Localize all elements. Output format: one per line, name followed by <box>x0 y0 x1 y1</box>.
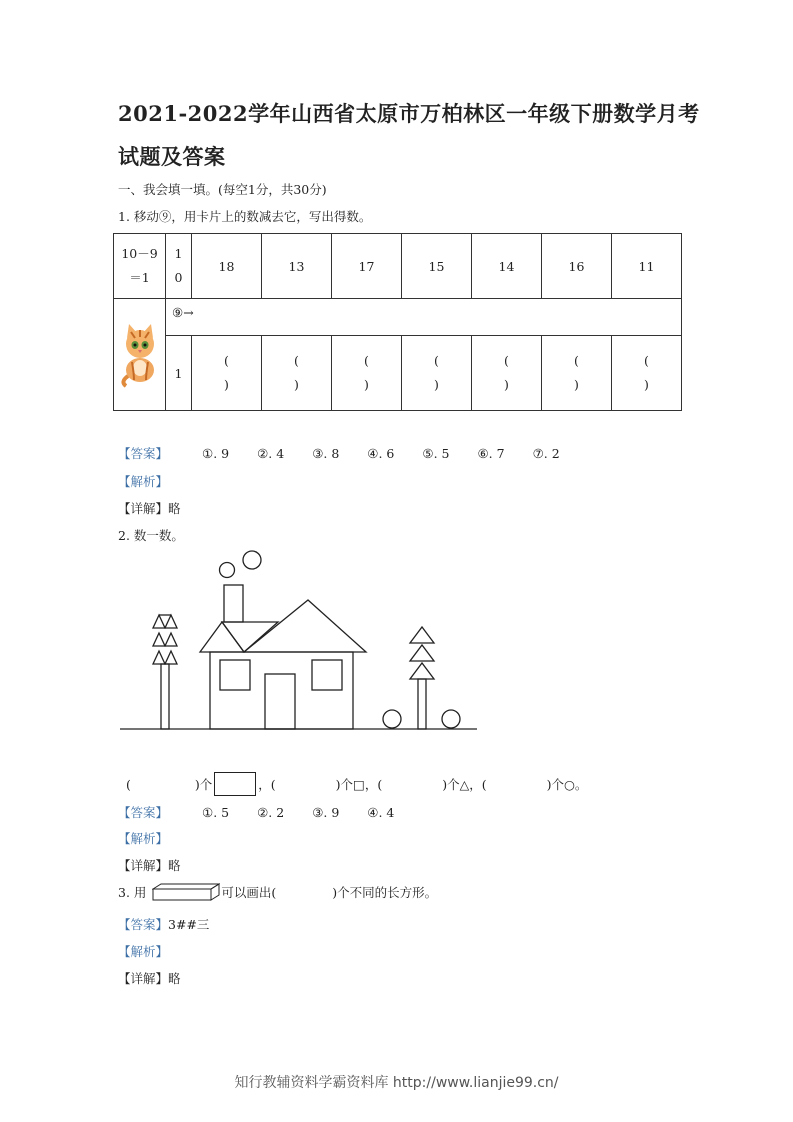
close-paren: ) <box>294 377 299 392</box>
open-paren: ( <box>574 353 579 368</box>
fill-unit-square: )个□，( <box>335 777 383 792</box>
tree-left-trunk-icon <box>161 664 169 729</box>
open-paren: ( <box>504 353 509 368</box>
window-left-icon <box>220 660 250 690</box>
tree-right-triangle-icon <box>410 627 434 643</box>
equation-line-1: 10－9 <box>121 246 158 261</box>
cuboid-block-icon <box>152 883 220 901</box>
tree-left-triangle-icon <box>165 651 177 664</box>
question-2-text: 2. 数一数。 <box>118 528 184 543</box>
answer-blank[interactable] <box>612 336 682 411</box>
cat-illustration-icon <box>116 318 164 388</box>
q3-text-prefix: 3. 用 <box>118 885 147 900</box>
answer-blank[interactable] <box>542 336 612 411</box>
rectangle-shape-icon <box>214 772 256 796</box>
footer-watermark: 知行教辅资料学霸资料库 http://www.lianjie99.cn/ <box>234 1075 559 1091</box>
arrow-row <box>166 299 682 336</box>
q1-answer-row <box>118 444 584 462</box>
question-1-table <box>113 233 682 411</box>
tree-left-triangle-icon <box>153 633 165 646</box>
card-number: 13 <box>262 234 332 299</box>
answer-item: ⑥. 7 <box>477 446 505 461</box>
card-number: 14 <box>472 234 542 299</box>
answer-item: ④. 4 <box>367 805 395 820</box>
window-right-icon <box>312 660 342 690</box>
q1-analysis-label: 【解析】 <box>118 474 169 489</box>
first-answer-cell: 1 <box>166 336 192 411</box>
ball-circle-icon <box>383 710 401 728</box>
tree-left-triangle-icon <box>153 615 165 628</box>
tree-left-triangle-icon <box>165 633 177 646</box>
fill-paren-open: ( <box>126 776 131 792</box>
q3-detail: 【详解】略 <box>118 971 181 986</box>
ten-digit-2: 0 <box>174 270 183 285</box>
close-paren: ) <box>224 377 229 392</box>
open-paren: ( <box>364 353 369 368</box>
question-1-text: 1. 移动⑨，用卡片上的数减去它，写出得数。 <box>118 209 372 224</box>
tree-right-triangle-icon <box>410 645 434 661</box>
ball-circle-icon <box>442 710 460 728</box>
fill-unit: )个 <box>194 777 213 792</box>
roof-triangle-right-icon <box>244 600 366 652</box>
q1-detail: 【详解】略 <box>118 501 181 516</box>
answer-item: ①. 9 <box>202 446 230 461</box>
smoke-circle-large-icon <box>243 551 261 569</box>
page-title-line2: 试题及答案 <box>118 144 226 169</box>
answer-label: 【答案】 <box>118 446 169 461</box>
open-paren: ( <box>294 353 299 368</box>
tree-right-triangle-icon <box>410 663 434 679</box>
tree-right-trunk-icon <box>418 679 426 729</box>
tree-left-triangle-icon <box>165 615 177 628</box>
q2-answer-row <box>118 803 418 821</box>
answer-item: ④. 6 <box>367 446 395 461</box>
open-paren: ( <box>434 353 439 368</box>
card-number: 18 <box>192 234 262 299</box>
close-paren: ) <box>504 377 509 392</box>
card-number: 17 <box>332 234 402 299</box>
close-paren: ) <box>644 377 649 392</box>
section-heading: 一、我会填一填。(每空1分，共30分) <box>118 182 327 197</box>
answer-item: ②. 4 <box>257 446 285 461</box>
card-number: 11 <box>612 234 682 299</box>
q3-answer-row <box>118 915 209 933</box>
q3-text-suffix: )个不同的长方形。 <box>332 885 438 900</box>
open-paren: ( <box>644 353 649 368</box>
q3-text-mid: 可以画出( <box>221 885 277 900</box>
card-number: 16 <box>542 234 612 299</box>
question-3-text <box>118 883 437 901</box>
answer-blank[interactable] <box>402 336 472 411</box>
q2-analysis-label: 【解析】 <box>118 831 169 846</box>
answer-item: ②. 2 <box>257 805 285 820</box>
answer-item: ①. 5 <box>202 805 230 820</box>
answer-item: ⑦. 2 <box>532 446 560 461</box>
house-figure <box>115 545 485 740</box>
open-paren: ( <box>224 353 229 368</box>
ten-digit-1: 1 <box>174 246 183 261</box>
q2-detail: 【详解】略 <box>118 858 181 873</box>
answer-blank[interactable] <box>472 336 542 411</box>
cat-cell <box>114 299 166 411</box>
answer-item: 3##三 <box>168 917 210 932</box>
fill-paren-open: ，( <box>258 777 276 792</box>
answer-blank[interactable] <box>192 336 262 411</box>
close-paren: ) <box>364 377 369 392</box>
q2-fill-line <box>126 772 587 796</box>
tree-left-triangle-icon <box>153 651 165 664</box>
smoke-circle-small-icon <box>220 563 235 578</box>
fill-unit-circle: )个○。 <box>546 777 588 792</box>
chimney-rect-icon <box>224 585 243 622</box>
answer-item: ③. 9 <box>312 805 340 820</box>
equation-line-2: ＝1 <box>129 270 150 285</box>
ten-cell <box>166 234 192 299</box>
answer-item: ③. 8 <box>312 446 340 461</box>
equation-cell <box>114 234 166 299</box>
answer-blank[interactable] <box>262 336 332 411</box>
answer-label: 【答案】 <box>118 917 169 932</box>
close-paren: ) <box>434 377 439 392</box>
roof-triangle-left-icon <box>200 622 244 652</box>
answer-label: 【答案】 <box>118 805 169 820</box>
page-title-line1: 2021-2022学年山西省太原市万柏林区一年级下册数学月考 <box>118 101 700 126</box>
door-rect-icon <box>265 674 295 729</box>
answer-blank[interactable] <box>332 336 402 411</box>
card-number: 15 <box>402 234 472 299</box>
q3-analysis-label: 【解析】 <box>118 944 169 959</box>
close-paren: ) <box>574 377 579 392</box>
fill-unit-triangle: )个△，( <box>442 777 487 792</box>
answer-item: ⑤. 5 <box>422 446 450 461</box>
circled-nine-arrow: ⑨→ <box>172 305 194 320</box>
